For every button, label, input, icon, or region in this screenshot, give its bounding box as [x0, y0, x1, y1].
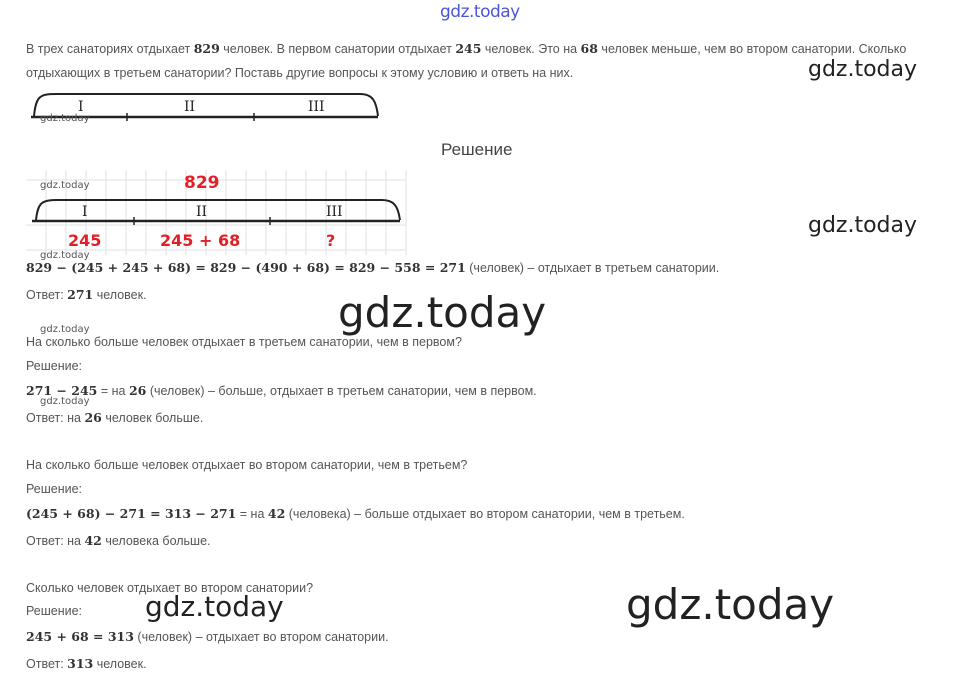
- value-part-3: ?: [326, 231, 336, 250]
- q1-solution-label: Решение:: [26, 359, 83, 373]
- q2-solution-label: Решение:: [26, 482, 83, 496]
- watermark-small-3: gdz.today: [40, 250, 90, 261]
- problem-label-3: III: [308, 99, 325, 115]
- watermark-small: gdz.today: [40, 113, 90, 124]
- watermark-center: gdz.today: [338, 288, 547, 337]
- watermark-small-2: gdz.today: [40, 180, 90, 191]
- q2-answer: Ответ: на 42 человека больше.: [26, 533, 211, 548]
- solution-label-2: II: [196, 204, 208, 220]
- q1-answer: Ответ: на 26 человек больше.: [26, 410, 204, 425]
- value-part-1: 245: [68, 231, 102, 250]
- q3-question: Сколько человек отдыхает во втором санатории?: [26, 581, 314, 595]
- solution-brace: [36, 200, 400, 220]
- watermark-bottom-right: gdz.today: [626, 580, 835, 629]
- watermark-small-5: gdz.today: [40, 396, 90, 407]
- q3-solution-label: Решение:: [26, 604, 83, 618]
- solution-label-3: III: [326, 204, 343, 220]
- q1-question: На сколько больше человек отдыхает в третьем санатории, чем в первом?: [26, 335, 462, 349]
- watermark-right-1: gdz.today: [808, 57, 918, 82]
- watermark-bottom-left: gdz.today: [145, 590, 284, 623]
- q2-expression: (245 + 68) − 271 = 313 − 271 = на 42 (человека) – больше отдыхает во втором санатории, чем в третьем.: [26, 506, 685, 521]
- watermark-right-2: gdz.today: [808, 213, 918, 238]
- q3-answer: Ответ: 313 человек.: [26, 656, 147, 671]
- value-part-2: 245 + 68: [160, 231, 241, 250]
- q1-expression: 271 − 245 = на 26 (человек) – больше, отдыхает в третьем санатории, чем в первом.: [26, 383, 537, 398]
- q2-question: На сколько больше человек отдыхает во втором санатории, чем в третьем?: [26, 458, 468, 472]
- problem-line-2: отдыхающих в третьем санатории? Поставь другие вопросы к этому условию и ответь на них.: [26, 66, 574, 80]
- problem-line-1: В трех санаториях отдыхает 829 человек. В первом санатории отдыхает 245 человек. Это на 68 человек меньше, чем во втором санатории. Сколько: [26, 41, 907, 56]
- solution-label-1: I: [82, 204, 88, 220]
- site-logo: gdz.today: [440, 2, 520, 22]
- watermark-small-4: gdz.today: [40, 324, 90, 335]
- problem-label-2: II: [184, 99, 196, 115]
- problem-label-1: I: [78, 99, 84, 115]
- main-answer: Ответ: 271 человек.: [26, 287, 147, 302]
- total-value: 829: [184, 173, 220, 193]
- main-expression: 829 − (245 + 245 + 68) = 829 − (490 + 68) = 829 − 558 = 271 (человек) – отдыхает в третьем санатории.: [26, 260, 720, 275]
- q3-expression: 245 + 68 = 313 (человек) – отдыхает во втором санатории.: [26, 629, 389, 644]
- solution-heading: Решение: [441, 140, 513, 159]
